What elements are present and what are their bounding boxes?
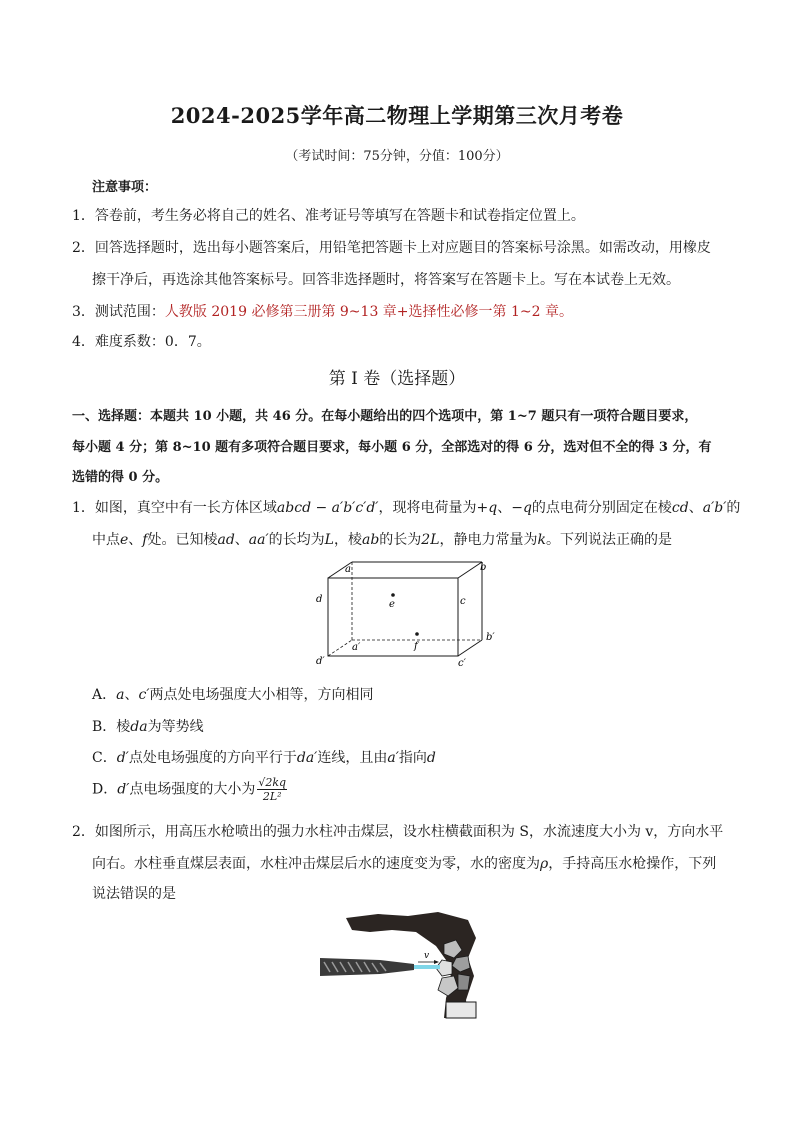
point-f: [415, 632, 419, 636]
q1-var: e: [120, 532, 129, 548]
q1-var: cd: [671, 500, 689, 516]
rock-fragment: [458, 974, 470, 990]
fraction-denominator: 2L²: [262, 790, 282, 803]
option-var: a′: [387, 750, 399, 766]
option-text: 点处电场强度的方向平行于: [128, 750, 297, 766]
q1-option-a: [92, 684, 374, 704]
option-text: 指向: [398, 750, 427, 766]
label-b: b: [480, 562, 487, 573]
option-text: 两点处电场强度大小相等，方向相同: [149, 687, 374, 703]
q1-stem-line1: [72, 497, 740, 517]
section-instruction-2: 每小题 4 分；第 8~10 题有多项符合题目要求，每小题 6 分，全部选对的得 6 分，选对但不全的得 3 分，有: [72, 440, 712, 455]
cuboid-edge: [458, 562, 482, 578]
label-a-prime: a′: [352, 642, 361, 653]
q1-text: 处。已知棱: [147, 532, 218, 548]
test-range: 人教版 2019 必修第三册第 9~13 章+选择性必修一第 1~2 章。: [164, 304, 573, 320]
notice-item-4: 4．难度系数：0．7。: [72, 334, 211, 350]
q1-text: 、: [128, 532, 143, 548]
section-title: 第 I 卷（选择题）: [328, 369, 466, 389]
q1-option-c: [92, 747, 436, 767]
exam-title: 2024-2025学年高二物理上学期第三次月考卷: [170, 103, 624, 128]
q1-text: 1．如图，真空中有一长方体区域: [72, 500, 277, 516]
option-var: d′: [117, 781, 130, 798]
q1-var: a′b′: [702, 500, 727, 516]
q1-text: ，棱: [333, 532, 362, 548]
option-label: D．: [92, 781, 118, 798]
label-d: d: [316, 594, 323, 605]
q1-text: 的长为: [379, 532, 422, 548]
q1-text: 、: [234, 532, 249, 548]
cuboid-hidden-edge: [328, 640, 352, 656]
cuboid-figure: [310, 558, 510, 673]
q1-var: L: [324, 532, 334, 548]
q1-text: 的: [726, 500, 741, 516]
q1-var: q: [488, 500, 498, 516]
q1-option-b: [92, 716, 204, 736]
q1-text: 的点电荷分别固定在棱: [531, 500, 672, 516]
option-var: c′: [138, 687, 150, 703]
label-c-prime: c′: [458, 658, 466, 669]
q1-var: q: [522, 500, 532, 516]
option-text: 点电场强度的大小为: [129, 781, 256, 798]
option-var: a: [116, 687, 125, 703]
q1-text: ，静电力常量为: [439, 532, 538, 548]
water-jet: [414, 965, 440, 969]
q1-var: ad: [217, 532, 235, 548]
option-label: A．: [92, 687, 117, 703]
q1-stem-line2: [92, 529, 672, 549]
option-var: d: [426, 750, 436, 766]
q2-var: ρ: [540, 856, 549, 872]
q1-var: ab: [361, 532, 380, 548]
q2-stem-line3: 说法错误的是: [92, 886, 176, 902]
option-text: 为等势线: [147, 719, 204, 735]
label-f: f: [414, 641, 418, 652]
q1-text: ，现将电荷量为+: [378, 500, 489, 516]
label-d-prime: d′: [316, 656, 325, 667]
option-label: C．: [92, 750, 117, 766]
q2-stem-line1: 2．如图所示，用高压水枪喷出的强力水柱冲击煤层，设水柱横截面积为 S，水流速度大小为 v，方向水平: [72, 824, 724, 840]
q1-option-d: [92, 776, 287, 803]
fraction: [257, 776, 287, 803]
cuboid-edge: [458, 640, 482, 656]
option-var: d′: [116, 750, 129, 766]
section-instruction-3: 选错的得 0 分。: [72, 470, 169, 485]
q1-region: abcd − a′b′c′d′: [276, 500, 379, 516]
notice-item-2a: 2．回答选择题时，选出每小题答案后，用铅笔把答题卡上对应题目的答案标号涂黑。如需改动，用橡皮: [72, 240, 711, 256]
velocity-arrow-head: [434, 960, 439, 964]
q1-text: 的长均为: [268, 532, 325, 548]
q1-text: 。下列说法正确的是: [545, 532, 672, 548]
option-label: B．棱: [92, 719, 131, 735]
water-gun-figure: [318, 910, 498, 1025]
point-e: [391, 593, 395, 597]
notice-item-1: 1．答卷前，考生务必将自己的姓名、准考证号等填写在答题卡和试卷指定位置上。: [72, 208, 585, 224]
q1-text: 、: [688, 500, 703, 516]
notice-item-3-prefix: 3．测试范围：: [72, 304, 165, 320]
q1-var: 2L: [421, 532, 440, 548]
exam-subtitle: （考试时间：75分钟，分值：100分）: [285, 149, 509, 164]
label-e: e: [389, 599, 395, 610]
q1-text: 、−: [497, 500, 523, 516]
q2-stem-line2: [92, 853, 716, 873]
label-c: c: [460, 596, 466, 607]
label-b-prime: b′: [486, 632, 495, 643]
section-instruction-1: 一、选择题：本题共 10 小题，共 46 分。在每小题给出的四个选项中，第 1~7 题只有一项符合题目要求，: [72, 409, 698, 424]
q1-var: f: [142, 532, 148, 548]
label-a: a: [345, 564, 351, 575]
option-text: 、: [124, 687, 139, 703]
coal-base-block: [446, 1002, 476, 1018]
q1-var: aa′: [248, 532, 269, 548]
velocity-label: v: [424, 951, 430, 961]
q1-text: 中点: [92, 532, 120, 548]
q2-text: ，手持高压水枪操作，下列: [548, 856, 717, 872]
notice-item-3: [72, 301, 573, 321]
option-var: da: [130, 719, 148, 735]
notice-item-2b: 擦干净后，再选涂其他答案标号。回答非选择题时，将答案写在答题卡上。写在本试卷上无效。: [92, 272, 680, 288]
option-var: da′: [296, 750, 318, 766]
cuboid-front-face: [328, 578, 458, 656]
notice-heading: 注意事项：: [92, 180, 158, 195]
q2-text: 向右。水柱垂直煤层表面，水柱冲击煤层后水的速度变为零，水的密度为: [92, 856, 540, 872]
q1-var: k: [537, 532, 546, 548]
option-text: 连线，且由: [317, 750, 388, 766]
fraction-numerator: √2kq: [258, 776, 287, 789]
